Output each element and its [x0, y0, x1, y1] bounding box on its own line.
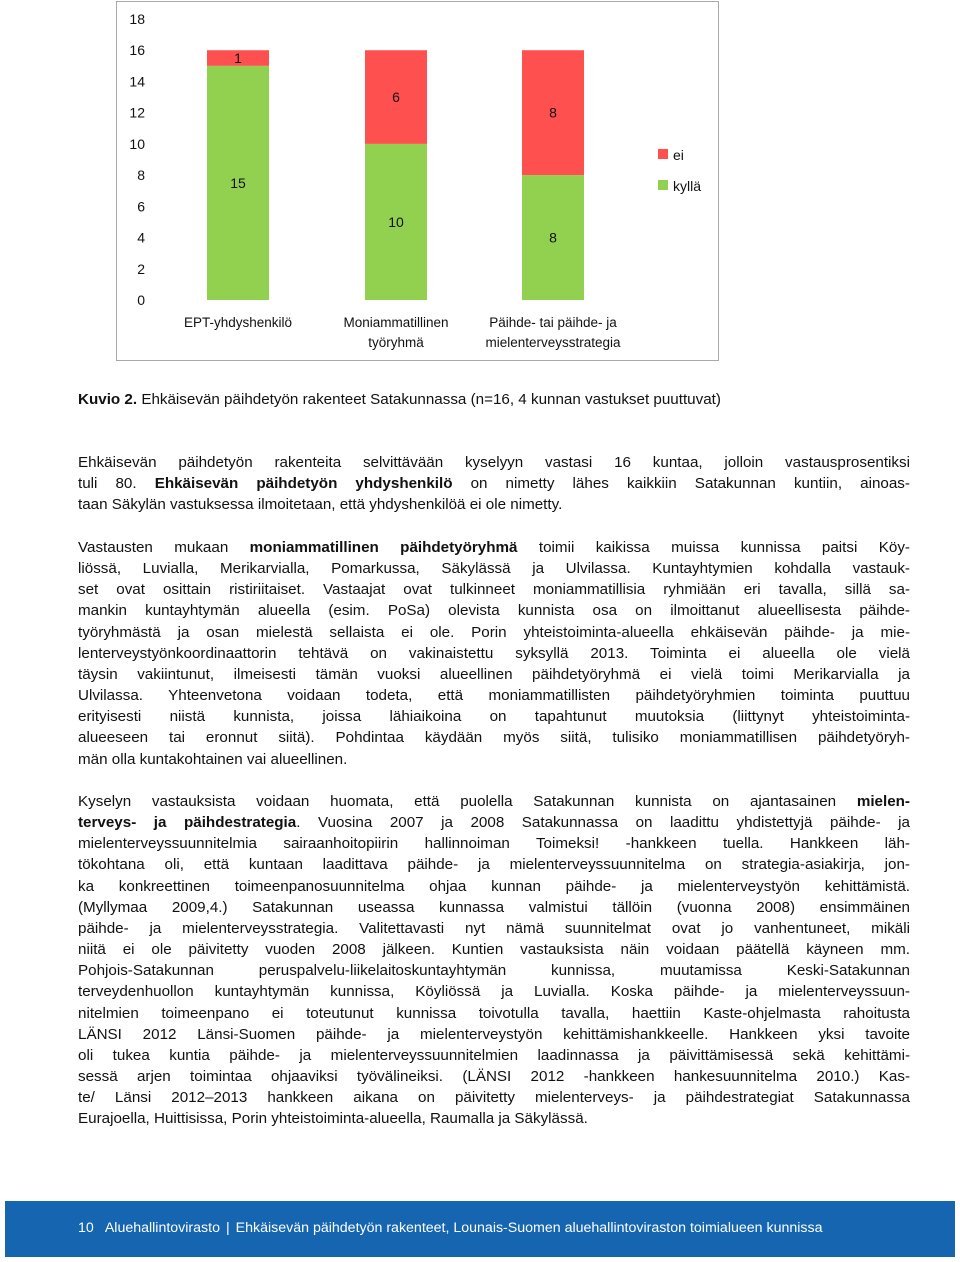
paragraph-3 [78, 791, 910, 1130]
x-category-label: työryhmä [368, 335, 424, 350]
p3-line: oli tukea kuntia päihde- ja mielenterveyssuunnitelmien laadinnassa ja päivittämisessä sekä kehittämi- [78, 1046, 910, 1064]
p3-line: terveys- ja päihdestrategia. Vuosina 2007 ja 2008 Satakunnassa on laadittu yhdistettyjä päihde- ja [78, 814, 910, 832]
x-category-label: Päihde- tai päihde- ja [489, 315, 617, 330]
p2-line: erityisesti niistä kunnista, joissa lähiaikoina on tapahtunut muutoksia (liittynyt yhteistoiminta- [78, 708, 910, 726]
p1-line: Ehkäisevän päihdetyön rakenteita selvittävään kyselyyn vastasi 16 kuntaa, jolloin vastausprosentiksi [78, 454, 910, 471]
p3-line: Eurajoella, Huittisissa, Porin yhteistoiminta-alueella, Raumalla ja Säkylässä. [78, 1110, 588, 1128]
p3-line: tökohtana oli, että kuntaan laadittava päihde- ja mielenterveyssuunnitelma on strategia-asiakirja, jon- [78, 856, 910, 874]
x-category-label: EPT-yhdyshenkilö [183, 315, 293, 330]
data-label: 1 [234, 50, 242, 67]
p2-line: Vastausten mukaan moniammatillinen päihdetyöryhmä toimii kaikissa muissa kunnissa paitsi Köy- [78, 539, 910, 556]
y-tick-label: 4 [137, 229, 145, 246]
footer-text [78, 1220, 822, 1236]
p3-line: sessä arjen toimintaa ohjaaviksi työvälineiksi. (LÄNSI 2012 -hankkeen hankesuunnitelma 2010.) Kas- [78, 1068, 910, 1086]
y-tick-label: 2 [137, 260, 145, 277]
stacked-bar-chart [116, 1, 719, 361]
p2-line: lenterveystyönkoordinaattorin tehtävä on vakinaistettu syksyllä 2013. Toiminta ei alueella ole vielä [78, 644, 910, 662]
p2-line: liössä, Luvialla, Merikarvialla, Pomarkussa, Säkylässä ja Ulvilassa. Kuntayhtymien kohdalla vastauk- [78, 560, 910, 578]
y-tick-label: 8 [137, 167, 145, 184]
p2-bold-term: moniammatillinen päihdetyöryhmä [249, 539, 518, 556]
p2-line: työryhmästä ja osan mielestä sellaista ei ole. Porin yhteistoiminta-alueella ehkäisevän päihde- ja mie- [78, 623, 910, 641]
p3-line: LÄNSI 2012 Länsi-Suomen päihde- ja mielenterveystyön kehittämishankkeelle. Hankkeen yksi tavoite [78, 1025, 910, 1043]
p2-line: Ulvilassa. Yhteenvetona voidaan todeta, että moniammatillisten päihdetyöryhmien toiminta puuttuu [78, 687, 910, 705]
p1-line: taan Säkylän vastuksessa ilmoitetaan, että yhdyshenkilöä ei ole nimetty. [78, 496, 563, 514]
y-tick-label: 18 [129, 11, 145, 27]
y-tick-label: 14 [129, 73, 145, 90]
p2-line: täysin vakiintunut, ilmeisesti tämän vuoksi alueellinen päihdetyöryhmä ei vielä toimi Merikarvialla ja [78, 665, 910, 683]
p3-line: Kyselyn vastauksista voidaan huomata, että puolella Satakunnan kunnista on ajantasainen mielen- [78, 793, 910, 810]
legend-swatch [658, 149, 668, 159]
p3-line: nitelmien toimeenpano ei toteutunut kunnissa toivotulla tavalla, haettiin Kaste-ohjelmasta rahoitusta [78, 1004, 910, 1022]
legend-swatch [658, 180, 668, 190]
p3-line: niitä ei ole päivitetty vuoden 2008 jälkeen. Kuntien vastauksista näin voidaan päätellä käyneen mm. [78, 941, 910, 959]
p2-line: alueeseen tai eronnut siitä). Pohdintaa käydään myös siitä, tulisiko moniammatillisen päihdetyöryh- [78, 729, 910, 747]
x-category-label: mielenterveysstrategia [485, 335, 621, 350]
footer-organization: Aluehallintovirasto [104, 1220, 220, 1236]
paragraph-1 [78, 452, 910, 515]
paragraph-2 [78, 537, 910, 770]
p3-line: Pohjois-Satakunnan peruspalvelu-liikelaitoskuntayhtymän kunnissa, muutamissa Keski-Satakunnan [78, 962, 910, 980]
data-label: 8 [549, 229, 557, 246]
y-tick-label: 0 [137, 292, 145, 308]
caption-text: Ehkäisevän päihdetyön rakenteet Satakunnassa (n=16, 4 kunnan vastukset puuttuvat) [141, 391, 721, 408]
p3-bold-term: mielen- [856, 793, 910, 810]
p3-line: te/ Länsi 2012–2013 hankkeen aikana on päivitetty mielenterveys- ja päihdestrategiat Satakunnassa [78, 1089, 910, 1107]
legend-label: ei [673, 147, 684, 163]
y-tick-label: 16 [129, 42, 145, 59]
p3-line: päihde- ja mielenterveysstrategia. Valitettavasti nyt nämä suunnitelmat ovat jo vanhentuneet, mikäli [78, 919, 910, 937]
y-tick-label: 10 [129, 135, 145, 152]
y-tick-label: 12 [129, 104, 145, 121]
data-label: 15 [230, 174, 246, 191]
caption-label: Kuvio 2. [78, 391, 138, 408]
data-label: 10 [388, 213, 404, 230]
p2-line: set ovat osittain ristiriitaiset. Vastaajat ovat tulkinneet moniammatillisia ryhmiään eri tavalla, sillä sa- [78, 581, 910, 599]
x-category-label: Moniammatillinen [343, 315, 449, 330]
chart-canvas [117, 2, 718, 360]
data-label: 8 [549, 104, 557, 121]
footer-separator: | [225, 1220, 230, 1236]
p3-line: (Myllymaa 2009,4.) Satakunnan useassa kunnassa valmistui tällöin (vuonna 2008) ensimmäinen [78, 898, 910, 916]
y-tick-label: 6 [137, 198, 145, 215]
page-footer [5, 1201, 955, 1257]
data-label: 6 [392, 89, 400, 106]
p3-line: mielenterveyssuunnitelmia sairaanhoitopiirin hallinnoiman Toimeksi! -hankkeen tuella. Hankkeen läh- [78, 835, 910, 853]
p1-line: tuli 80. Ehkäisevän päihdetyön yhdyshenkilö on nimetty lähes kaikkiin Satakunnan kuntiin, ainoas- [78, 475, 910, 493]
p3-line: ka konkreettinen toimeenpanosuunnitelma ohjaa kunnan päihde- ja mielenterveystyön kehittämistä. [78, 877, 910, 895]
p1-bold-term: Ehkäisevän päihdetyön yhdyshenkilö [154, 475, 453, 493]
footer-title: Ehkäisevän päihdetyön rakenteet, Lounais-Suomen aluehallintoviraston toimialueen kunnissa [235, 1220, 823, 1236]
figure-caption [78, 389, 918, 410]
page-number: 10 [78, 1220, 94, 1236]
legend-label: kyllä [673, 178, 702, 194]
p2-line: män olla kuntakohtainen vai alueellinen. [78, 750, 348, 768]
p2-line: mankin kuntayhtymän alueella (esim. PoSa) olevista kunnista osa on ilmoittanut alueellisesta päihde- [78, 602, 910, 620]
p3-line: terveydenhuollon kuntayhtymän kunnissa, Köyliössä ja Luvialla. Koska päihde- ja mielenterveyssuun- [78, 983, 910, 1001]
p3-bold-term: terveys- ja päihdestrategia [78, 814, 297, 832]
